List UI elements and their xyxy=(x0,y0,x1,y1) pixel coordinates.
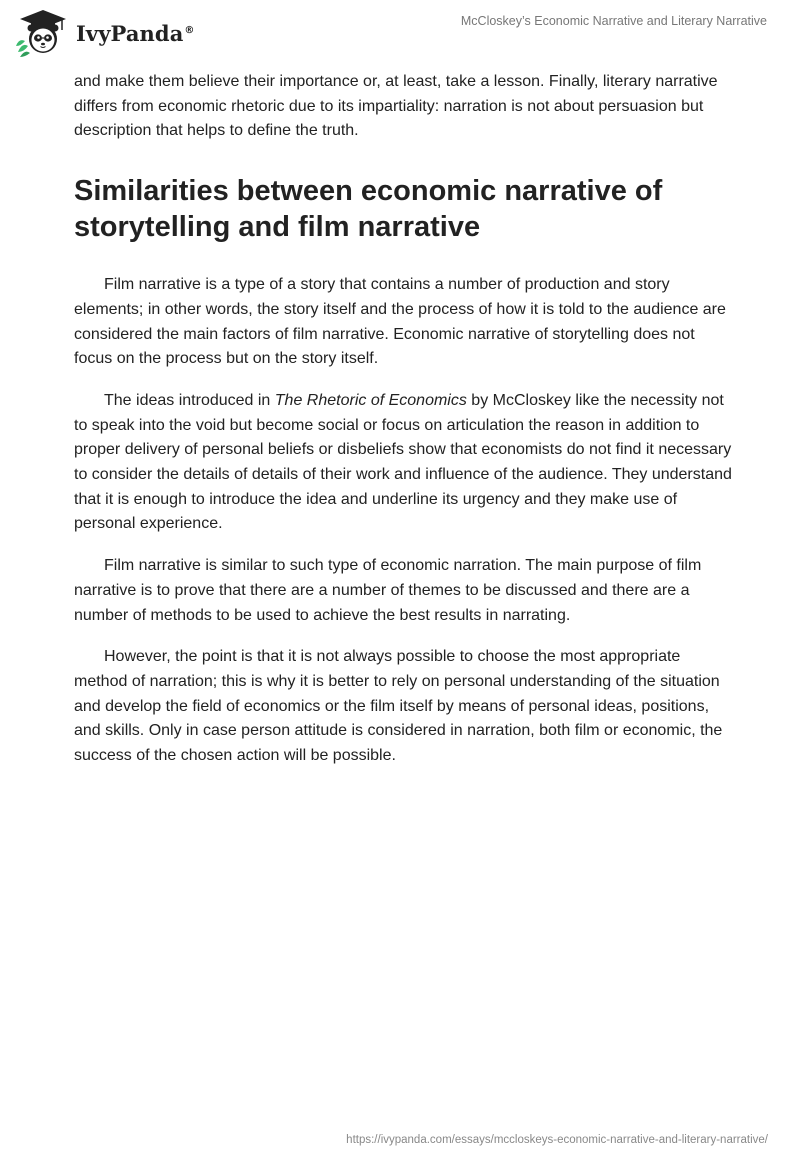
paragraph: Film narrative is a type of a story that contains a number of production and story elements; in other words, the story itself and the process of how it is told to the audience are considered the main factors of film narrative. Economic narrative of storytelling does not focus on the process but on the story itself. xyxy=(74,276,726,368)
running-title: McCloskey’s Economic Narrative and Literary Narrative xyxy=(460,14,767,28)
paragraph: Film narrative is similar to such type of economic narration. The main purpose of film narrative is to prove that there are a number of themes to be discussed and there are a number of methods to be used to achieve the best results in narrating. xyxy=(74,557,702,624)
paragraph: The ideas introduced in The Rhetoric of Economics by McCloskey like the necessity not to speak into the void but become social or focus on articulation the reason in addition to proper delivery of personal beliefs or disbeliefs show that economists do not find it necessary to consider the details of details of their work and influence of the audience. They understand that it is enough to introduce the idea and underline its urgency and they make use of personal experience. xyxy=(74,391,732,533)
essay-body xyxy=(74,70,734,786)
source-url[interactable]: https://ivypanda.com/essays/mccloskeys-economic-narrative-and-literary-narrative/ xyxy=(346,1134,768,1146)
paragraph: However, the point is that it is not always possible to choose the most appropriate method of narration; this is why it is better to rely on personal understanding of the situation and develop the field of economics or the film itself by means of personal ideas, positions, and skills. Only in case person attitude is considered in narration, both film or economic, the success of the chosen action will be possible. xyxy=(74,648,723,765)
panda-graduate-icon xyxy=(14,8,72,58)
book-title: The Rhetoric of Economics xyxy=(274,391,467,409)
section-heading: Similarities between economic narrative of storytelling and film narrative xyxy=(74,175,663,244)
ivypanda-logo[interactable] xyxy=(14,8,195,58)
logo-text: IvyPanda® xyxy=(76,20,195,46)
paragraph-continuation: and make them believe their importance or, at least, take a lesson. Finally, literary narrative differs from economic rhetoric due to its impartiality: narration is not about persuasion but description that helps to define the truth. xyxy=(74,73,718,140)
page-header xyxy=(0,0,800,70)
